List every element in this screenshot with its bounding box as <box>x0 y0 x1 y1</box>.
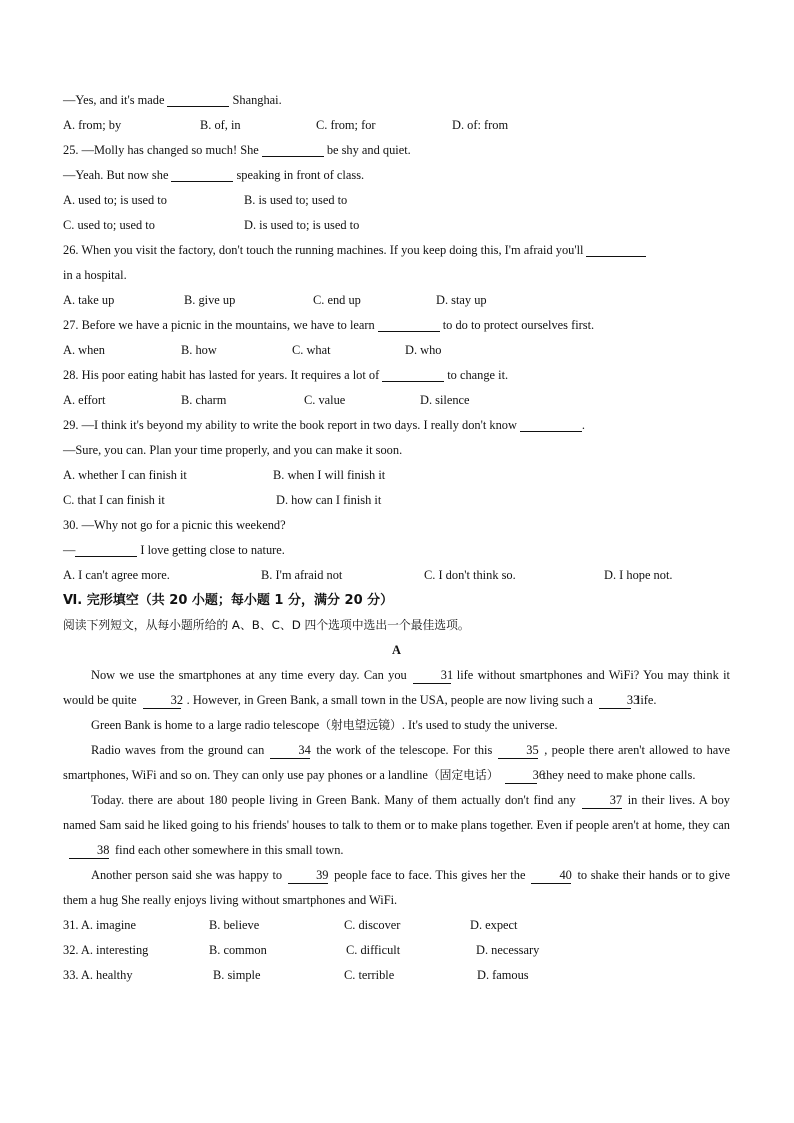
option-b: B. when I will finish it <box>273 468 386 482</box>
option-b: B. give up <box>184 293 236 307</box>
option-d: D. of: from <box>452 118 509 132</box>
option-b: B. charm <box>181 393 227 407</box>
blank-31: 31 <box>413 668 451 684</box>
answer-blank <box>262 142 324 157</box>
q25-options-row1 <box>63 188 730 213</box>
q30-line2: — I love getting close to nature. <box>63 543 285 557</box>
option-a: 33. A. healthy <box>63 968 133 982</box>
q33-options <box>63 963 730 988</box>
option-c: C. discover <box>344 918 401 932</box>
blank-38: 38 <box>69 843 109 859</box>
answer-blank <box>378 317 440 332</box>
option-a: 32. A. interesting <box>63 943 149 957</box>
option-d: D. stay up <box>436 293 487 307</box>
option-a: 31. A. imagine <box>63 918 136 932</box>
q29-options-row2 <box>63 488 730 513</box>
option-b: B. I'm afraid not <box>261 568 343 582</box>
option-d: D. I hope not. <box>604 568 673 582</box>
q29-line2: —Sure, you can. Plan your time properly, and you can make it soon. <box>63 443 403 457</box>
q27-line1: 27. Before we have a picnic in the mountains, we have to learn to do to protect ourselves first. <box>63 318 595 332</box>
option-d: D. is used to; is used to <box>244 218 360 232</box>
option-c: C. what <box>292 343 331 357</box>
q25-options-row2 <box>63 213 730 238</box>
q29-options-row1 <box>63 463 730 488</box>
option-c: C. that I can finish it <box>63 493 165 507</box>
option-d: D. who <box>405 343 442 357</box>
option-b: B. believe <box>209 918 260 932</box>
answer-blank <box>75 542 137 557</box>
q24-options <box>63 113 730 138</box>
q26-line2: in a hospital. <box>63 268 127 282</box>
option-d: D. silence <box>420 393 470 407</box>
option-d: D. expect <box>470 918 518 932</box>
blank-36: 36 <box>505 768 537 784</box>
option-b: B. simple <box>213 968 261 982</box>
option-a: A. whether I can finish it <box>63 468 187 482</box>
q27-options <box>63 338 730 363</box>
option-a: A. I can't agree more. <box>63 568 170 582</box>
option-b: B. of, in <box>200 118 241 132</box>
option-b: B. is used to; used to <box>244 193 348 207</box>
option-c: C. terrible <box>344 968 395 982</box>
option-a: A. from; by <box>63 118 122 132</box>
option-a: A. used to; is used to <box>63 193 167 207</box>
blank-32: 32 <box>143 693 181 709</box>
blank-39: 39 <box>288 868 328 884</box>
option-c: C. used to; used to <box>63 218 155 232</box>
exam-page <box>63 88 730 988</box>
option-b: B. common <box>209 943 267 957</box>
passage-label: A <box>392 643 401 657</box>
passage-paragraph-4: Today. there are about 180 people living in Green Bank. Many of them actually don't find any 37 in their lives. A boy named Sam said he liked going to his friends' houses to talk to them or to make plans together. Even if people aren't at home, they can38 find each other somewhere in this small town. <box>63 793 731 857</box>
blank-40: 40 <box>531 868 571 884</box>
q30-line1: 30. —Why not go for a picnic this weekend? <box>63 518 286 532</box>
option-d: D. necessary <box>476 943 540 957</box>
option-c: C. value <box>304 393 346 407</box>
option-a: A. when <box>63 343 105 357</box>
blank-33: 33 <box>599 693 631 709</box>
q32-options <box>63 938 730 963</box>
option-c: C. I don't think so. <box>424 568 516 582</box>
q25-line1: 25. —Molly has changed so much! She be shy and quiet. <box>63 143 411 157</box>
passage-paragraph-5: Another person said she was happy to 39 people face to face. This gives her the 40 to shake their hands or to give them a hug She really enjoys living without smartphones and WiFi. <box>63 868 730 907</box>
blank-35: 35 <box>498 743 538 759</box>
passage-paragraph-1: Now we use the smartphones at any time every day. Can you 31 life without smartphones and WiFi? You may think it would be quite 32 . However, in Green Bank, a small town in the USA, people are now living such a 33life. <box>63 668 730 707</box>
q25-line2: —Yeah. But now she speaking in front of class. <box>63 168 365 182</box>
answer-blank <box>171 167 233 182</box>
q31-options <box>63 913 730 938</box>
passage-paragraph-3: Radio waves from the ground can 34 the work of the telescope. For this 35 , people there aren't allowed to have smartphones, WiFi and so on. They can only use pay phones or a landline（固定电话） 36they need to make phone calls. <box>63 743 730 782</box>
option-b: B. how <box>181 343 217 357</box>
option-d: D. famous <box>477 968 529 982</box>
q26-line1: 26. When you visit the factory, don't touch the running machines. If you keep doing this, I'm afraid you'll <box>63 238 730 263</box>
option-c: C. difficult <box>346 943 401 957</box>
q28-line1: 28. His poor eating habit has lasted for years. It requires a lot of to change it. <box>63 368 509 382</box>
blank-37: 37 <box>582 793 622 809</box>
q26-options <box>63 288 730 313</box>
option-c: C. end up <box>313 293 361 307</box>
answer-blank <box>167 92 229 107</box>
option-c: C. from; for <box>316 118 376 132</box>
section-title: Ⅵ. 完形填空（共 20 小题；每小题 1 分，满分 20 分） <box>63 593 394 608</box>
blank-34: 34 <box>270 743 310 759</box>
q24-answer-line: —Yes, and it's made Shanghai. <box>63 93 282 107</box>
q28-options <box>63 388 730 413</box>
answer-blank <box>586 242 646 257</box>
passage-paragraph-2: Green Bank is home to a large radio telescope（射电望远镜）. It's used to study the universe. <box>91 718 558 732</box>
answer-blank <box>382 367 444 382</box>
option-a: A. take up <box>63 293 115 307</box>
answer-blank <box>520 417 582 432</box>
option-a: A. effort <box>63 393 106 407</box>
option-d: D. how can I finish it <box>276 493 382 507</box>
q29-line1: 29. —I think it's beyond my ability to write the book report in two days. I really don't know . <box>63 418 586 432</box>
section-instruction: 阅读下列短文，从每小题所给的 A、B、C、D 四个选项中选出一个最佳选项。 <box>63 618 470 632</box>
q30-options <box>63 563 730 588</box>
